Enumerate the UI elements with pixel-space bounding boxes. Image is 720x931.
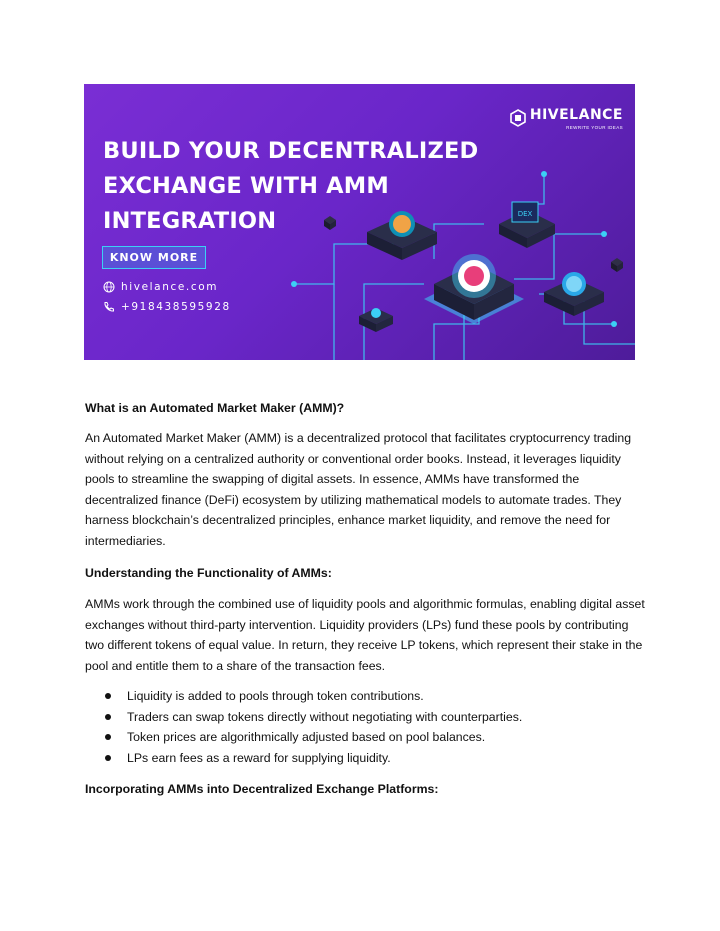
headline-line-2: EXCHANGE WITH AMM bbox=[103, 173, 389, 199]
list-item: Liquidity is added to pools through token contributions. bbox=[85, 686, 645, 707]
functionality-bullet-list bbox=[85, 686, 645, 769]
hivelance-logo bbox=[509, 106, 623, 130]
headline-line-3: INTEGRATION bbox=[103, 208, 277, 234]
globe-icon bbox=[103, 281, 115, 293]
list-item: Token prices are algorithmically adjusted based on pool balances. bbox=[85, 727, 645, 748]
website-contact[interactable] bbox=[103, 281, 218, 293]
amm-core-node bbox=[424, 254, 524, 324]
list-item: LPs earn fees as a reward for supplying liquidity. bbox=[85, 748, 645, 769]
svg-text:DEX: DEX bbox=[517, 210, 533, 218]
list-item: Traders can swap tokens directly without negotiating with counterparties. bbox=[85, 707, 645, 728]
phone-contact[interactable] bbox=[103, 301, 231, 313]
phone-text: +918438595928 bbox=[121, 301, 231, 313]
logo-name: HIVELANCE bbox=[529, 107, 623, 123]
amm-definition-paragraph: An Automated Market Maker (AMM) is a decentralized protocol that facilitates cryptocurrency trading without relying on a centralized authority or conventional order books. Instead, it leverages liquidity pools to streamline the swapping of digital assets. In essence, AMMs have transformed the decentralized finance (DeFi) ecosystem by utilizing mathematical models to automate trades. They harness blockchain’s decentralized principles, enhance market liquidity, and remove the need for intermediaries. bbox=[85, 431, 632, 548]
article-body bbox=[85, 398, 645, 799]
section-heading-functionality: Understanding the Functionality of AMMs: bbox=[85, 566, 332, 580]
section-heading-amm: What is an Automated Market Maker (AMM)? bbox=[85, 401, 345, 415]
headline-line-1: BUILD YOUR DECENTRALIZED bbox=[103, 138, 479, 164]
logo-tagline: REWRITE YOUR IDEAS bbox=[566, 125, 623, 130]
phone-icon bbox=[103, 301, 115, 313]
dex-node bbox=[499, 202, 555, 248]
website-text: hivelance.com bbox=[121, 281, 219, 293]
functionality-paragraph: AMMs work through the combined use of liquidity pools and algorithmic formulas, enabling digital asset exchanges without third-party intervention. Liquidity providers (LPs) fund these pools by contributing two different tokens of equal value. In return, they receive LP tokens, which represent their stake in the pool and entitle them to a share of the transaction fees. bbox=[85, 597, 645, 673]
hero-banner bbox=[84, 84, 635, 360]
section-heading-incorporating: Incorporating AMMs into Decentralized Exchange Platforms: bbox=[85, 781, 439, 796]
hexagon-logo-icon bbox=[509, 109, 527, 127]
banner-headline bbox=[103, 134, 478, 239]
know-more-button[interactable]: KNOW MORE bbox=[102, 246, 206, 269]
